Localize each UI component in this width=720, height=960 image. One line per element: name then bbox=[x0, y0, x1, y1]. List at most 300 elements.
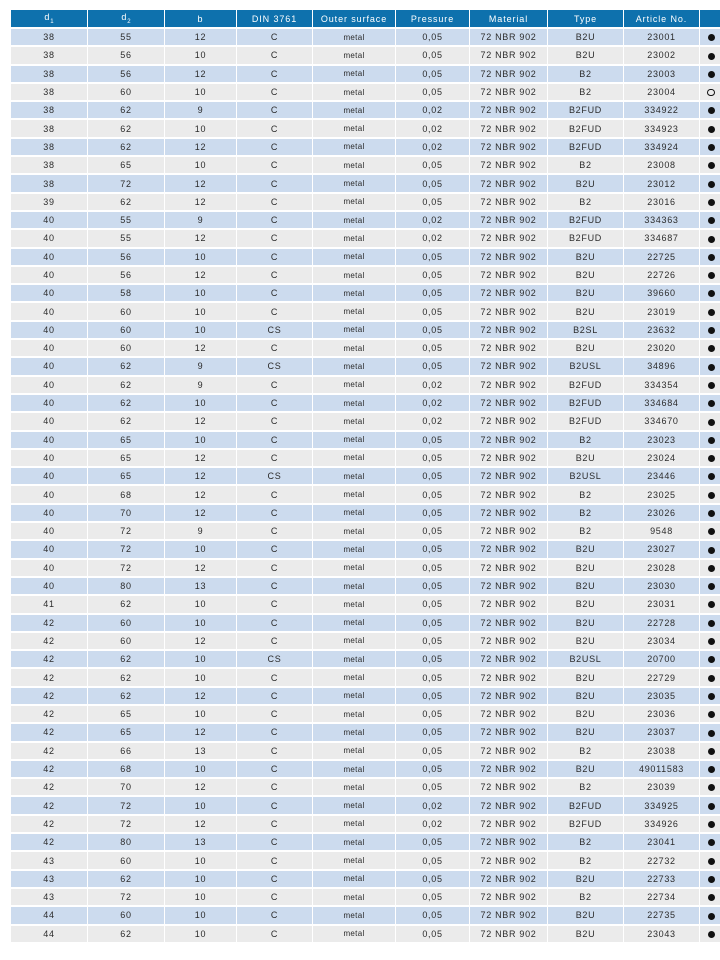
cell-type: B2U bbox=[548, 633, 623, 649]
filled-dot-icon bbox=[708, 199, 715, 206]
cell-d2: 65 bbox=[88, 468, 164, 484]
cell-article: 20700 bbox=[624, 651, 699, 667]
filled-dot-icon bbox=[708, 711, 715, 718]
cell-type: B2U bbox=[548, 871, 623, 887]
cell-pressure: 0,05 bbox=[396, 615, 469, 631]
filled-dot-icon bbox=[708, 364, 715, 371]
cell-availability bbox=[700, 395, 720, 411]
cell-d2: 55 bbox=[88, 212, 164, 228]
cell-material: 72 NBR 902 bbox=[470, 816, 547, 832]
cell-d2: 72 bbox=[88, 560, 164, 576]
cell-surface: metal bbox=[313, 267, 395, 283]
cell-type: B2 bbox=[548, 743, 623, 759]
cell-d1: 38 bbox=[11, 102, 87, 118]
cell-d1: 40 bbox=[11, 486, 87, 502]
cell-d2: 60 bbox=[88, 303, 164, 319]
cell-type: B2U bbox=[548, 761, 623, 777]
cell-article: 22734 bbox=[624, 889, 699, 905]
cell-availability bbox=[700, 139, 720, 155]
cell-article: 39660 bbox=[624, 285, 699, 301]
cell-pressure: 0,05 bbox=[396, 358, 469, 374]
table-row bbox=[11, 541, 720, 557]
cell-d1: 42 bbox=[11, 779, 87, 795]
cell-b: 10 bbox=[165, 47, 236, 63]
cell-material: 72 NBR 902 bbox=[470, 249, 547, 265]
cell-availability bbox=[700, 303, 720, 319]
filled-dot-icon bbox=[708, 913, 715, 920]
cell-material: 72 NBR 902 bbox=[470, 578, 547, 594]
cell-d1: 42 bbox=[11, 816, 87, 832]
cell-d1: 43 bbox=[11, 889, 87, 905]
cell-d1: 40 bbox=[11, 340, 87, 356]
cell-din: C bbox=[237, 194, 312, 210]
cell-d2: 60 bbox=[88, 84, 164, 100]
cell-b: 10 bbox=[165, 852, 236, 868]
table-row bbox=[11, 377, 720, 393]
table-row bbox=[11, 432, 720, 448]
cell-pressure: 0,05 bbox=[396, 47, 469, 63]
cell-din: C bbox=[237, 157, 312, 173]
cell-surface: metal bbox=[313, 432, 395, 448]
cell-d1: 42 bbox=[11, 761, 87, 777]
cell-material: 72 NBR 902 bbox=[470, 175, 547, 191]
cell-din: C bbox=[237, 578, 312, 594]
cell-din: C bbox=[237, 871, 312, 887]
open-dot-icon bbox=[707, 89, 715, 97]
cell-din: C bbox=[237, 505, 312, 521]
filled-dot-icon bbox=[708, 309, 715, 316]
table-row bbox=[11, 505, 720, 521]
filled-dot-icon bbox=[708, 162, 715, 169]
cell-availability bbox=[700, 596, 720, 612]
cell-surface: metal bbox=[313, 47, 395, 63]
cell-d2: 58 bbox=[88, 285, 164, 301]
cell-type: B2 bbox=[548, 486, 623, 502]
cell-din: C bbox=[237, 212, 312, 228]
cell-pressure: 0,02 bbox=[396, 395, 469, 411]
table-row bbox=[11, 139, 720, 155]
cell-din: C bbox=[237, 743, 312, 759]
cell-d2: 62 bbox=[88, 377, 164, 393]
cell-din: C bbox=[237, 47, 312, 63]
cell-article: 23039 bbox=[624, 779, 699, 795]
cell-d2: 60 bbox=[88, 852, 164, 868]
cell-type: B2U bbox=[548, 47, 623, 63]
cell-surface: metal bbox=[313, 322, 395, 338]
cell-d2: 55 bbox=[88, 230, 164, 246]
cell-d2: 60 bbox=[88, 322, 164, 338]
table-row bbox=[11, 267, 720, 283]
cell-d1: 40 bbox=[11, 450, 87, 466]
cell-din: C bbox=[237, 523, 312, 539]
filled-dot-icon bbox=[708, 53, 715, 60]
cell-d1: 40 bbox=[11, 432, 87, 448]
table-row bbox=[11, 852, 720, 868]
cell-article: 23019 bbox=[624, 303, 699, 319]
cell-b: 12 bbox=[165, 505, 236, 521]
cell-d2: 72 bbox=[88, 541, 164, 557]
cell-din: C bbox=[237, 560, 312, 576]
cell-pressure: 0,05 bbox=[396, 267, 469, 283]
cell-surface: metal bbox=[313, 797, 395, 813]
cell-b: 10 bbox=[165, 651, 236, 667]
cell-material: 72 NBR 902 bbox=[470, 139, 547, 155]
cell-pressure: 0,05 bbox=[396, 926, 469, 942]
cell-surface: metal bbox=[313, 377, 395, 393]
cell-surface: metal bbox=[313, 450, 395, 466]
cell-type: B2 bbox=[548, 157, 623, 173]
filled-dot-icon bbox=[708, 492, 715, 499]
cell-din: C bbox=[237, 779, 312, 795]
cell-article: 334670 bbox=[624, 413, 699, 429]
cell-din: C bbox=[237, 450, 312, 466]
cell-availability bbox=[700, 102, 720, 118]
cell-material: 72 NBR 902 bbox=[470, 66, 547, 82]
cell-d2: 65 bbox=[88, 724, 164, 740]
cell-surface: metal bbox=[313, 468, 395, 484]
cell-availability bbox=[700, 797, 720, 813]
cell-b: 10 bbox=[165, 285, 236, 301]
cell-material: 72 NBR 902 bbox=[470, 322, 547, 338]
cell-pressure: 0,02 bbox=[396, 413, 469, 429]
cell-availability bbox=[700, 615, 720, 631]
cell-d2: 65 bbox=[88, 157, 164, 173]
cell-type: B2 bbox=[548, 889, 623, 905]
cell-type: B2U bbox=[548, 450, 623, 466]
table-row bbox=[11, 669, 720, 685]
cell-din: CS bbox=[237, 322, 312, 338]
cell-surface: metal bbox=[313, 395, 395, 411]
cell-din: C bbox=[237, 852, 312, 868]
cell-pressure: 0,05 bbox=[396, 66, 469, 82]
cell-type: B2 bbox=[548, 194, 623, 210]
cell-pressure: 0,05 bbox=[396, 852, 469, 868]
table-row bbox=[11, 926, 720, 942]
cell-d2: 60 bbox=[88, 615, 164, 631]
cell-article: 23024 bbox=[624, 450, 699, 466]
filled-dot-icon bbox=[708, 601, 715, 608]
cell-d2: 65 bbox=[88, 706, 164, 722]
cell-material: 72 NBR 902 bbox=[470, 303, 547, 319]
table-row bbox=[11, 615, 720, 631]
cell-surface: metal bbox=[313, 633, 395, 649]
cell-article: 23037 bbox=[624, 724, 699, 740]
cell-b: 10 bbox=[165, 596, 236, 612]
cell-d2: 62 bbox=[88, 688, 164, 704]
cell-material: 72 NBR 902 bbox=[470, 541, 547, 557]
cell-type: B2 bbox=[548, 834, 623, 850]
cell-material: 72 NBR 902 bbox=[470, 413, 547, 429]
cell-article: 334363 bbox=[624, 212, 699, 228]
cell-d1: 40 bbox=[11, 212, 87, 228]
cell-din: C bbox=[237, 724, 312, 740]
filled-dot-icon bbox=[708, 730, 715, 737]
cell-d1: 43 bbox=[11, 852, 87, 868]
cell-din: C bbox=[237, 889, 312, 905]
filled-dot-icon bbox=[708, 675, 715, 682]
filled-dot-icon bbox=[708, 473, 715, 480]
filled-dot-icon bbox=[708, 839, 715, 846]
table-row bbox=[11, 230, 720, 246]
filled-dot-icon bbox=[708, 455, 715, 462]
cell-d2: 70 bbox=[88, 779, 164, 795]
cell-d1: 44 bbox=[11, 926, 87, 942]
cell-d1: 38 bbox=[11, 66, 87, 82]
cell-article: 334924 bbox=[624, 139, 699, 155]
cell-availability bbox=[700, 175, 720, 191]
cell-d1: 42 bbox=[11, 651, 87, 667]
cell-pressure: 0,05 bbox=[396, 907, 469, 923]
cell-d1: 42 bbox=[11, 724, 87, 740]
cell-b: 12 bbox=[165, 29, 236, 45]
cell-d1: 40 bbox=[11, 505, 87, 521]
table-row bbox=[11, 871, 720, 887]
cell-b: 13 bbox=[165, 578, 236, 594]
cell-material: 72 NBR 902 bbox=[470, 926, 547, 942]
cell-d1: 38 bbox=[11, 120, 87, 136]
cell-surface: metal bbox=[313, 779, 395, 795]
cell-availability bbox=[700, 871, 720, 887]
cell-material: 72 NBR 902 bbox=[470, 907, 547, 923]
cell-type: B2USL bbox=[548, 358, 623, 374]
cell-type: B2U bbox=[548, 249, 623, 265]
cell-availability bbox=[700, 322, 720, 338]
cell-article: 23001 bbox=[624, 29, 699, 45]
cell-d1: 40 bbox=[11, 541, 87, 557]
cell-material: 72 NBR 902 bbox=[470, 267, 547, 283]
cell-d2: 62 bbox=[88, 120, 164, 136]
table-row bbox=[11, 194, 720, 210]
cell-type: B2U bbox=[548, 596, 623, 612]
cell-material: 72 NBR 902 bbox=[470, 706, 547, 722]
cell-din: CS bbox=[237, 651, 312, 667]
table-row bbox=[11, 450, 720, 466]
cell-d2: 60 bbox=[88, 907, 164, 923]
table-row bbox=[11, 102, 720, 118]
cell-d2: 68 bbox=[88, 761, 164, 777]
cell-b: 12 bbox=[165, 468, 236, 484]
cell-d1: 38 bbox=[11, 139, 87, 155]
cell-surface: metal bbox=[313, 852, 395, 868]
cell-d1: 40 bbox=[11, 303, 87, 319]
cell-d2: 62 bbox=[88, 871, 164, 887]
column-header-surface: Outer surface bbox=[313, 10, 395, 27]
cell-availability bbox=[700, 779, 720, 795]
cell-material: 72 NBR 902 bbox=[470, 102, 547, 118]
cell-surface: metal bbox=[313, 66, 395, 82]
cell-pressure: 0,02 bbox=[396, 230, 469, 246]
table-row bbox=[11, 358, 720, 374]
cell-availability bbox=[700, 29, 720, 45]
cell-b: 12 bbox=[165, 340, 236, 356]
cell-article: 23008 bbox=[624, 157, 699, 173]
table-row bbox=[11, 688, 720, 704]
cell-material: 72 NBR 902 bbox=[470, 889, 547, 905]
cell-pressure: 0,05 bbox=[396, 706, 469, 722]
cell-type: B2U bbox=[548, 267, 623, 283]
cell-article: 22725 bbox=[624, 249, 699, 265]
cell-pressure: 0,05 bbox=[396, 871, 469, 887]
cell-type: B2 bbox=[548, 84, 623, 100]
cell-d2: 60 bbox=[88, 340, 164, 356]
cell-pressure: 0,05 bbox=[396, 834, 469, 850]
cell-d2: 56 bbox=[88, 267, 164, 283]
cell-pressure: 0,05 bbox=[396, 303, 469, 319]
cell-pressure: 0,05 bbox=[396, 560, 469, 576]
cell-type: B2FUD bbox=[548, 816, 623, 832]
cell-d2: 80 bbox=[88, 578, 164, 594]
cell-type: B2FUD bbox=[548, 139, 623, 155]
filled-dot-icon bbox=[708, 181, 715, 188]
cell-material: 72 NBR 902 bbox=[470, 651, 547, 667]
cell-material: 72 NBR 902 bbox=[470, 84, 547, 100]
cell-material: 72 NBR 902 bbox=[470, 761, 547, 777]
table-row bbox=[11, 779, 720, 795]
cell-material: 72 NBR 902 bbox=[470, 47, 547, 63]
cell-din: C bbox=[237, 926, 312, 942]
cell-type: B2USL bbox=[548, 468, 623, 484]
cell-d1: 41 bbox=[11, 596, 87, 612]
cell-availability bbox=[700, 834, 720, 850]
cell-availability bbox=[700, 413, 720, 429]
cell-material: 72 NBR 902 bbox=[470, 468, 547, 484]
cell-din: C bbox=[237, 834, 312, 850]
cell-pressure: 0,05 bbox=[396, 523, 469, 539]
cell-surface: metal bbox=[313, 358, 395, 374]
cell-pressure: 0,05 bbox=[396, 486, 469, 502]
cell-d1: 40 bbox=[11, 468, 87, 484]
cell-b: 10 bbox=[165, 120, 236, 136]
cell-availability bbox=[700, 432, 720, 448]
cell-din: C bbox=[237, 615, 312, 631]
cell-article: 23036 bbox=[624, 706, 699, 722]
cell-availability bbox=[700, 194, 720, 210]
cell-b: 12 bbox=[165, 816, 236, 832]
cell-availability bbox=[700, 816, 720, 832]
filled-dot-icon bbox=[708, 748, 715, 755]
cell-article: 334923 bbox=[624, 120, 699, 136]
cell-d1: 38 bbox=[11, 47, 87, 63]
cell-b: 12 bbox=[165, 560, 236, 576]
cell-d1: 38 bbox=[11, 29, 87, 45]
cell-article: 23012 bbox=[624, 175, 699, 191]
cell-material: 72 NBR 902 bbox=[470, 395, 547, 411]
cell-type: B2U bbox=[548, 615, 623, 631]
cell-d2: 62 bbox=[88, 358, 164, 374]
table-body bbox=[11, 29, 720, 942]
cell-b: 9 bbox=[165, 358, 236, 374]
cell-d1: 40 bbox=[11, 230, 87, 246]
cell-material: 72 NBR 902 bbox=[470, 194, 547, 210]
cell-surface: metal bbox=[313, 84, 395, 100]
cell-surface: metal bbox=[313, 230, 395, 246]
cell-availability bbox=[700, 212, 720, 228]
cell-availability bbox=[700, 230, 720, 246]
cell-surface: metal bbox=[313, 340, 395, 356]
cell-material: 72 NBR 902 bbox=[470, 29, 547, 45]
table-row bbox=[11, 249, 720, 265]
filled-dot-icon bbox=[708, 931, 715, 938]
cell-surface: metal bbox=[313, 102, 395, 118]
cell-pressure: 0,05 bbox=[396, 84, 469, 100]
table-row bbox=[11, 47, 720, 63]
cell-d1: 42 bbox=[11, 615, 87, 631]
cell-b: 10 bbox=[165, 871, 236, 887]
cell-d2: 55 bbox=[88, 29, 164, 45]
cell-b: 12 bbox=[165, 230, 236, 246]
cell-article: 23038 bbox=[624, 743, 699, 759]
filled-dot-icon bbox=[708, 290, 715, 297]
cell-din: CS bbox=[237, 468, 312, 484]
cell-din: C bbox=[237, 395, 312, 411]
cell-b: 12 bbox=[165, 139, 236, 155]
cell-pressure: 0,02 bbox=[396, 377, 469, 393]
cell-availability bbox=[700, 907, 720, 923]
cell-type: B2U bbox=[548, 706, 623, 722]
cell-type: B2 bbox=[548, 523, 623, 539]
cell-b: 12 bbox=[165, 66, 236, 82]
filled-dot-icon bbox=[708, 144, 715, 151]
table-row bbox=[11, 120, 720, 136]
cell-din: C bbox=[237, 432, 312, 448]
cell-pressure: 0,05 bbox=[396, 651, 469, 667]
cell-pressure: 0,02 bbox=[396, 816, 469, 832]
cell-article: 22735 bbox=[624, 907, 699, 923]
cell-material: 72 NBR 902 bbox=[470, 633, 547, 649]
cell-d2: 72 bbox=[88, 816, 164, 832]
cell-pressure: 0,05 bbox=[396, 669, 469, 685]
cell-d2: 62 bbox=[88, 102, 164, 118]
cell-availability bbox=[700, 505, 720, 521]
cell-pressure: 0,05 bbox=[396, 761, 469, 777]
cell-surface: metal bbox=[313, 157, 395, 173]
cell-article: 22728 bbox=[624, 615, 699, 631]
cell-din: CS bbox=[237, 358, 312, 374]
cell-surface: metal bbox=[313, 578, 395, 594]
cell-article: 334687 bbox=[624, 230, 699, 246]
cell-din: C bbox=[237, 267, 312, 283]
filled-dot-icon bbox=[708, 894, 715, 901]
cell-d2: 62 bbox=[88, 194, 164, 210]
cell-d2: 65 bbox=[88, 450, 164, 466]
cell-b: 10 bbox=[165, 926, 236, 942]
cell-d2: 80 bbox=[88, 834, 164, 850]
table-row bbox=[11, 761, 720, 777]
cell-d1: 42 bbox=[11, 743, 87, 759]
cell-material: 72 NBR 902 bbox=[470, 852, 547, 868]
cell-surface: metal bbox=[313, 523, 395, 539]
cell-din: C bbox=[237, 688, 312, 704]
table-row bbox=[11, 486, 720, 502]
cell-surface: metal bbox=[313, 669, 395, 685]
cell-b: 12 bbox=[165, 450, 236, 466]
filled-dot-icon bbox=[708, 565, 715, 572]
cell-material: 72 NBR 902 bbox=[470, 486, 547, 502]
cell-material: 72 NBR 902 bbox=[470, 340, 547, 356]
cell-d1: 42 bbox=[11, 688, 87, 704]
cell-d1: 38 bbox=[11, 157, 87, 173]
cell-surface: metal bbox=[313, 560, 395, 576]
cell-d2: 62 bbox=[88, 139, 164, 155]
cell-pressure: 0,02 bbox=[396, 797, 469, 813]
column-header-b: b bbox=[165, 10, 236, 27]
cell-b: 10 bbox=[165, 797, 236, 813]
filled-dot-icon bbox=[708, 126, 715, 133]
cell-availability bbox=[700, 560, 720, 576]
cell-b: 10 bbox=[165, 84, 236, 100]
cell-article: 22726 bbox=[624, 267, 699, 283]
cell-availability bbox=[700, 669, 720, 685]
